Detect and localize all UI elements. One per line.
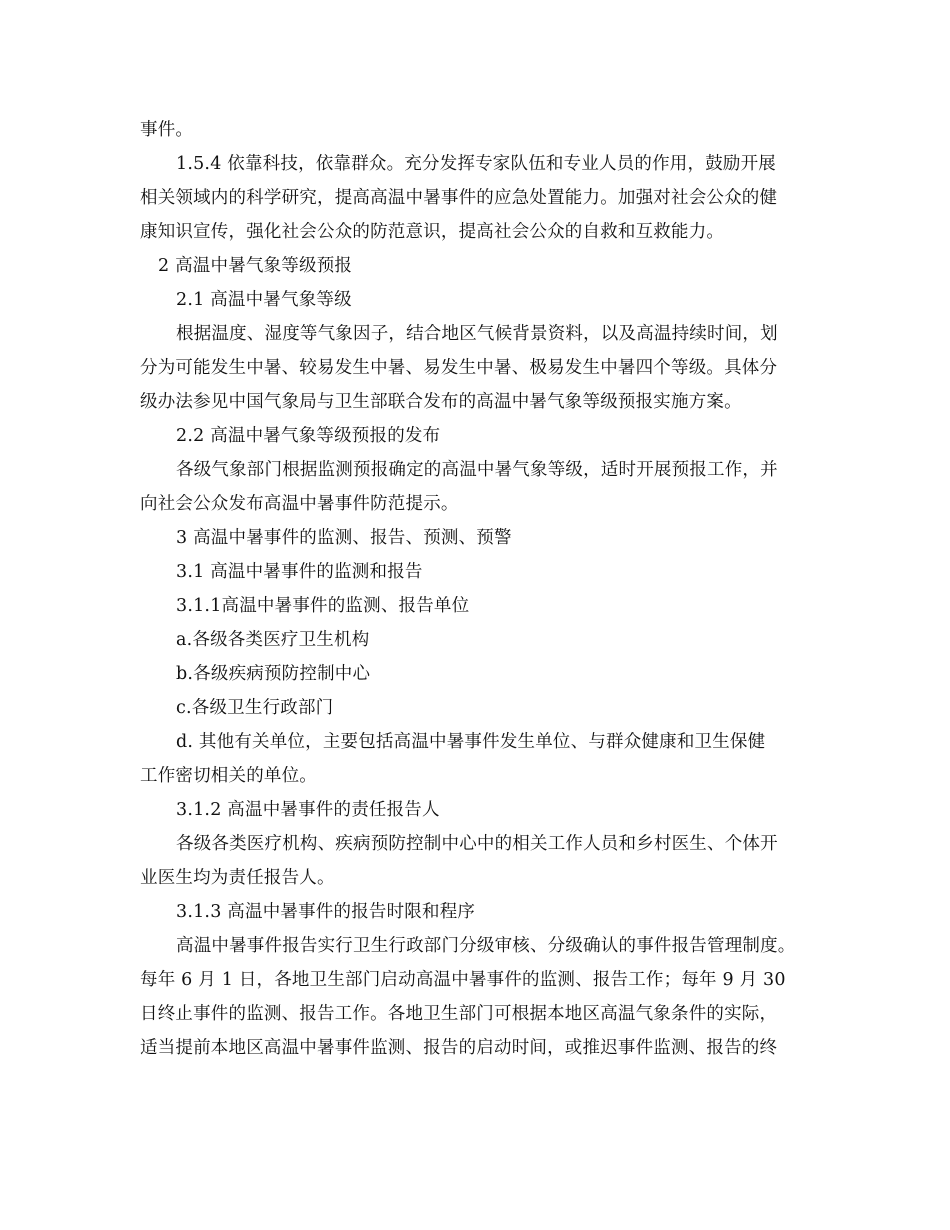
text-line: 事件。 xyxy=(140,120,194,140)
text-line: 业医生均为责任报告人。 xyxy=(140,868,335,888)
section-heading: 3 高温中暑事件的监测、报告、预测、预警 xyxy=(176,528,512,548)
text-line: 每年 6 月 1 日，各地卫生部门启动高温中暑事件的监测、报告工作；每年 9 月 30 xyxy=(140,970,786,990)
text-line: 日终止事件的监测、报告工作。各地卫生部门可根据本地区高温气象条件的实际， xyxy=(140,1004,778,1024)
text-line: 分为可能发生中暑、较易发生中暑、易发生中暑、极易发生中暑四个等级。具体分 xyxy=(140,358,778,378)
text-line: 相关领域内的科学研究，提高高温中暑事件的应急处置能力。加强对社会公众的健 xyxy=(140,188,778,208)
subsection-heading: 3.1.1高温中暑事件的监测、报告单位 xyxy=(176,596,470,616)
text-line: 高温中暑事件报告实行卫生行政部门分级审核、分级确认的事件报告管理制度。 xyxy=(176,936,796,956)
subsection-heading: 2.2 高温中暑气象等级预报的发布 xyxy=(176,426,441,446)
list-item: c.各级卫生行政部门 xyxy=(176,698,334,718)
text-line: 适当提前本地区高温中暑事件监测、报告的启动时间，或推迟事件监测、报告的终 xyxy=(140,1038,778,1058)
text-line: 根据温度、湿度等气象因子，结合地区气候背景资料，以及高温持续时间，划 xyxy=(176,324,778,344)
text-line: 级办法参见中国气象局与卫生部联合发布的高温中暑气象等级预报实施方案。 xyxy=(140,392,742,412)
section-heading: 2 高温中暑气象等级预报 xyxy=(158,256,353,276)
text-line: 向社会公众发布高温中暑事件防范提示。 xyxy=(140,494,459,514)
text-line: 工作密切相关的单位。 xyxy=(140,766,317,786)
text-line: 康知识宣传，强化社会公众的防范意识，提高社会公众的自救和互救能力。 xyxy=(140,222,725,242)
list-item: d. 其他有关单位，主要包括高温中暑事件发生单位、与群众健康和卫生保健 xyxy=(176,732,766,752)
text-line: 各级气象部门根据监测预报确定的高温中暑气象等级，适时开展预报工作，并 xyxy=(176,460,778,480)
subsection-heading: 2.1 高温中暑气象等级 xyxy=(176,290,352,310)
list-item: a.各级各类医疗卫生机构 xyxy=(176,630,370,650)
subsection-heading: 3.1 高温中暑事件的监测和报告 xyxy=(176,562,423,582)
subsection-heading: 3.1.3 高温中暑事件的报告时限和程序 xyxy=(176,902,476,922)
list-item: b.各级疾病预防控制中心 xyxy=(176,664,371,684)
subsection-heading: 3.1.2 高温中暑事件的责任报告人 xyxy=(176,800,440,820)
text-line: 各级各类医疗机构、疾病预防控制中心中的相关工作人员和乡村医生、个体开 xyxy=(176,834,778,854)
text-line: 1.5.4 依靠科技，依靠群众。充分发挥专家队伍和专业人员的作用，鼓励开展 xyxy=(176,154,776,174)
